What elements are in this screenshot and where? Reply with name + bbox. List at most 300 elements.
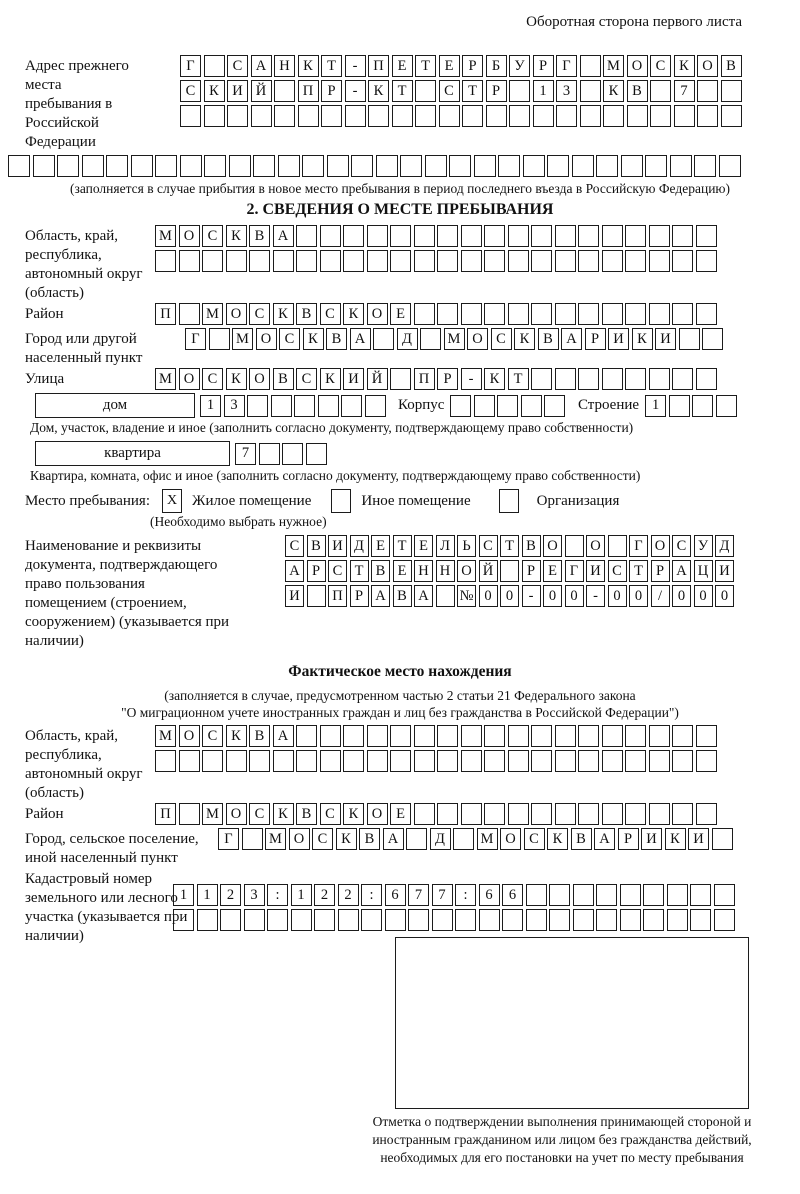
- char-cell: Е: [393, 560, 412, 582]
- char-cell: [531, 725, 552, 747]
- char-cell: [361, 909, 382, 931]
- char-cell: [368, 105, 389, 127]
- char-cell: [565, 535, 584, 557]
- district-label: Район: [25, 306, 64, 322]
- char-cell: С: [296, 368, 317, 390]
- char-cell: С: [249, 803, 270, 825]
- char-cell: [414, 250, 435, 272]
- char-cell: С: [608, 560, 627, 582]
- char-cell: М: [603, 55, 624, 77]
- char-cell: [274, 105, 295, 127]
- char-cell: Д: [397, 328, 418, 350]
- section2-title: 2. СВЕДЕНИЯ О МЕСТЕ ПРЕБЫВАНИЯ: [246, 201, 554, 218]
- char-cell: К: [603, 80, 624, 102]
- char-cell: В: [249, 725, 270, 747]
- char-cell: А: [672, 560, 691, 582]
- char-cell: [625, 250, 646, 272]
- char-cell: Р: [486, 80, 507, 102]
- char-cell: 1: [533, 80, 554, 102]
- char-cell: 0: [500, 585, 519, 607]
- char-cell: [437, 250, 458, 272]
- char-cell: 1: [200, 395, 221, 417]
- page-header-note: Оборотная сторона первого листа: [526, 14, 742, 30]
- char-cell: [390, 750, 411, 772]
- char-cell: [667, 909, 688, 931]
- char-cell: [672, 725, 693, 747]
- char-cell: [484, 225, 505, 247]
- document-label: Наименование и реквизиты документа, подтверждающего право пользования помещением (строением, сооружением) (указывается при наличии): [25, 538, 230, 649]
- char-cell: [531, 803, 552, 825]
- char-cell: Р: [533, 55, 554, 77]
- actual-location-note-2: "О миграционном учете иностранных граждан и лиц без гражданства в Российской Федерации"): [121, 705, 679, 720]
- char-cell: [596, 155, 618, 177]
- char-cell: С: [650, 55, 671, 77]
- char-cell: [249, 250, 270, 272]
- actual-region-rows: [155, 725, 719, 775]
- document-row-1: [285, 535, 737, 557]
- char-cell: 1: [291, 884, 312, 906]
- char-cell: В: [721, 55, 742, 77]
- char-cell: С: [479, 535, 498, 557]
- char-cell: В: [571, 828, 592, 850]
- char-cell: [498, 155, 520, 177]
- char-cell: [544, 395, 565, 417]
- char-cell: [437, 303, 458, 325]
- char-cell: [197, 909, 218, 931]
- char-cell: [621, 155, 643, 177]
- char-cell: 7: [235, 443, 256, 465]
- char-cell: [365, 395, 386, 417]
- char-cell: [696, 803, 717, 825]
- residential-checkbox: X: [162, 489, 182, 513]
- char-cell: [131, 155, 153, 177]
- char-cell: [549, 884, 570, 906]
- char-cell: К: [320, 368, 341, 390]
- char-cell: С: [524, 828, 545, 850]
- char-cell: В: [522, 535, 541, 557]
- char-cell: А: [383, 828, 404, 850]
- char-cell: П: [368, 55, 389, 77]
- char-cell: [650, 80, 671, 102]
- char-cell: [461, 303, 482, 325]
- char-cell: [251, 105, 272, 127]
- char-cell: С: [328, 560, 347, 582]
- char-cell: П: [155, 803, 176, 825]
- char-cell: [180, 105, 201, 127]
- char-cell: [242, 828, 263, 850]
- char-cell: [679, 328, 700, 350]
- char-cell: [620, 884, 641, 906]
- char-cell: [714, 909, 735, 931]
- char-cell: К: [273, 803, 294, 825]
- prev-address-row-3: [180, 105, 744, 127]
- char-cell: П: [298, 80, 319, 102]
- actual-region-row-2: [155, 750, 719, 772]
- char-cell: К: [514, 328, 535, 350]
- char-cell: [294, 395, 315, 417]
- prev-address-block: [0, 55, 800, 152]
- char-cell: [414, 750, 435, 772]
- char-cell: [602, 750, 623, 772]
- region-rows: [155, 225, 719, 275]
- char-cell: [690, 884, 711, 906]
- char-cell: [508, 725, 529, 747]
- char-cell: [321, 105, 342, 127]
- document-row-3: [285, 585, 737, 607]
- char-cell: [327, 155, 349, 177]
- char-cell: [209, 328, 230, 350]
- stroenie-label: Строение: [577, 397, 640, 413]
- char-cell: К: [204, 80, 225, 102]
- char-cell: 1: [173, 884, 194, 906]
- apartment-note: Квартира, комната, офис и иное (заполнить согласно документу, подтверждающему право собственности): [30, 468, 641, 483]
- char-cell: С: [279, 328, 300, 350]
- char-cell: 0: [672, 585, 691, 607]
- korpus-label: Корпус: [398, 397, 445, 413]
- char-cell: [486, 105, 507, 127]
- char-cell: Н: [436, 560, 455, 582]
- char-cell: [259, 443, 280, 465]
- korpus-cells: [450, 395, 568, 417]
- char-cell: [714, 884, 735, 906]
- char-cell: Т: [462, 80, 483, 102]
- char-cell: О: [697, 55, 718, 77]
- char-cell: 3: [556, 80, 577, 102]
- char-cell: [439, 105, 460, 127]
- char-cell: [474, 155, 496, 177]
- char-cell: В: [359, 828, 380, 850]
- char-cell: И: [328, 535, 347, 557]
- char-cell: [341, 395, 362, 417]
- char-cell: 6: [502, 884, 523, 906]
- char-cell: Р: [350, 585, 369, 607]
- char-cell: С: [439, 80, 460, 102]
- char-cell: [627, 105, 648, 127]
- char-cell: А: [273, 725, 294, 747]
- char-cell: О: [179, 368, 200, 390]
- char-cell: О: [586, 535, 605, 557]
- char-cell: А: [561, 328, 582, 350]
- char-cell: В: [307, 535, 326, 557]
- char-cell: [267, 909, 288, 931]
- char-cell: О: [367, 803, 388, 825]
- char-cell: [649, 225, 670, 247]
- char-cell: Г: [180, 55, 201, 77]
- char-cell: [180, 155, 202, 177]
- char-cell: М: [444, 328, 465, 350]
- char-cell: :: [455, 884, 476, 906]
- char-cell: 1: [645, 395, 666, 417]
- char-cell: К: [665, 828, 686, 850]
- char-cell: 0: [608, 585, 627, 607]
- char-cell: К: [484, 368, 505, 390]
- char-cell: И: [285, 585, 304, 607]
- char-cell: [390, 250, 411, 272]
- char-cell: [408, 909, 429, 931]
- char-cell: 0: [543, 585, 562, 607]
- char-cell: [555, 803, 576, 825]
- char-cell: С: [202, 225, 223, 247]
- char-cell: [602, 225, 623, 247]
- char-cell: [555, 725, 576, 747]
- char-cell: [596, 909, 617, 931]
- char-cell: :: [267, 884, 288, 906]
- char-cell: [320, 250, 341, 272]
- char-cell: О: [179, 725, 200, 747]
- prev-address-label: Адрес прежнего места пребывания в Российской Федерации: [25, 58, 129, 150]
- char-cell: [625, 303, 646, 325]
- char-cell: [484, 803, 505, 825]
- char-cell: И: [715, 560, 734, 582]
- char-cell: [555, 225, 576, 247]
- char-cell: [719, 155, 741, 177]
- char-cell: -: [586, 585, 605, 607]
- char-cell: С: [202, 725, 223, 747]
- char-cell: [716, 395, 737, 417]
- char-cell: [273, 750, 294, 772]
- char-cell: [531, 225, 552, 247]
- char-cell: [253, 155, 275, 177]
- char-cell: Т: [415, 55, 436, 77]
- actual-location-title: Фактическое место нахождения: [288, 663, 512, 680]
- char-cell: М: [155, 725, 176, 747]
- char-cell: [367, 225, 388, 247]
- actual-district-label: Район: [25, 806, 64, 822]
- char-cell: О: [500, 828, 521, 850]
- char-cell: [343, 725, 364, 747]
- char-cell: К: [368, 80, 389, 102]
- char-cell: Г: [565, 560, 584, 582]
- apartment-block: [35, 441, 800, 466]
- char-cell: М: [202, 803, 223, 825]
- char-cell: Е: [371, 535, 390, 557]
- char-cell: К: [343, 803, 364, 825]
- char-cell: [578, 225, 599, 247]
- char-cell: [672, 250, 693, 272]
- char-cell: [420, 328, 441, 350]
- char-cell: Е: [439, 55, 460, 77]
- char-cell: [578, 368, 599, 390]
- char-cell: [461, 750, 482, 772]
- cadastral-row-1: [173, 884, 800, 906]
- char-cell: В: [296, 803, 317, 825]
- char-cell: И: [608, 328, 629, 350]
- char-cell: О: [256, 328, 277, 350]
- char-cell: [249, 750, 270, 772]
- char-cell: [436, 585, 455, 607]
- char-cell: [649, 750, 670, 772]
- char-cell: [432, 909, 453, 931]
- prev-address-row-1: [180, 55, 744, 77]
- stay-type-note: (Необходимо выбрать нужное): [150, 514, 327, 529]
- char-cell: [296, 225, 317, 247]
- residential-option-label: Жилое помещение: [192, 492, 312, 509]
- char-cell: О: [249, 368, 270, 390]
- char-cell: [437, 225, 458, 247]
- char-cell: К: [226, 368, 247, 390]
- char-cell: 0: [629, 585, 648, 607]
- char-cell: М: [265, 828, 286, 850]
- char-cell: [721, 105, 742, 127]
- char-cell: [702, 328, 723, 350]
- char-cell: С: [312, 828, 333, 850]
- char-cell: [573, 909, 594, 931]
- actual-region-block: [0, 725, 800, 803]
- char-cell: П: [155, 303, 176, 325]
- char-cell: К: [632, 328, 653, 350]
- char-cell: [202, 250, 223, 272]
- char-cell: Н: [414, 560, 433, 582]
- house-note: Дом, участок, владение и иное (заполнить согласно документу, подтверждающему право собственности): [30, 420, 634, 435]
- street-label: Улица: [25, 371, 65, 387]
- char-cell: С: [320, 303, 341, 325]
- char-cell: [580, 55, 601, 77]
- char-cell: К: [298, 55, 319, 77]
- region-block: [0, 225, 800, 303]
- char-cell: Р: [585, 328, 606, 350]
- char-cell: К: [343, 303, 364, 325]
- char-cell: [179, 250, 200, 272]
- char-cell: П: [328, 585, 347, 607]
- char-cell: [320, 725, 341, 747]
- char-cell: -: [461, 368, 482, 390]
- char-cell: [509, 80, 530, 102]
- char-cell: Г: [218, 828, 239, 850]
- char-cell: [643, 884, 664, 906]
- char-cell: [314, 909, 335, 931]
- char-cell: [500, 560, 519, 582]
- char-cell: [533, 105, 554, 127]
- char-cell: К: [674, 55, 695, 77]
- char-cell: [696, 750, 717, 772]
- cadastral-row-2: [173, 909, 800, 931]
- char-cell: В: [393, 585, 412, 607]
- char-cell: [106, 155, 128, 177]
- char-cell: 1: [197, 884, 218, 906]
- document-block: [0, 535, 800, 651]
- actual-city-block: [0, 828, 800, 868]
- char-cell: 6: [385, 884, 406, 906]
- cadastral-block: [0, 870, 800, 944]
- char-cell: [437, 750, 458, 772]
- char-cell: У: [509, 55, 530, 77]
- char-cell: Д: [430, 828, 451, 850]
- char-cell: [320, 750, 341, 772]
- char-cell: [484, 250, 505, 272]
- char-cell: [479, 909, 500, 931]
- region-label: Область, край, республика, автономный округ (область): [25, 228, 143, 301]
- char-cell: [484, 303, 505, 325]
- organization-option-label: Организация: [536, 492, 620, 509]
- char-cell: [672, 750, 693, 772]
- char-cell: [307, 585, 326, 607]
- char-cell: [692, 395, 713, 417]
- char-cell: [278, 155, 300, 177]
- char-cell: [602, 303, 623, 325]
- stamp-caption: Отметка о подтверждении выполнения принимающей стороной и иностранным гражданином или лицом без гражданства действий, необходимых для его постановки на учет по месту пребывания: [372, 1114, 752, 1165]
- char-cell: Б: [486, 55, 507, 77]
- char-cell: [672, 225, 693, 247]
- char-cell: [674, 105, 695, 127]
- char-cell: [414, 803, 435, 825]
- char-cell: И: [227, 80, 248, 102]
- char-cell: [526, 909, 547, 931]
- char-cell: [320, 225, 341, 247]
- char-cell: [155, 750, 176, 772]
- char-cell: Е: [414, 535, 433, 557]
- char-cell: С: [285, 535, 304, 557]
- char-cell: [461, 803, 482, 825]
- char-cell: [296, 250, 317, 272]
- char-cell: И: [688, 828, 709, 850]
- char-cell: [282, 443, 303, 465]
- char-cell: М: [477, 828, 498, 850]
- char-cell: К: [226, 225, 247, 247]
- char-cell: О: [226, 803, 247, 825]
- char-cell: К: [226, 725, 247, 747]
- char-cell: [367, 750, 388, 772]
- region-row-1: [155, 225, 719, 247]
- char-cell: [179, 750, 200, 772]
- char-cell: [555, 750, 576, 772]
- actual-city-row: [218, 828, 735, 850]
- char-cell: [271, 395, 292, 417]
- char-cell: [509, 105, 530, 127]
- char-cell: [602, 368, 623, 390]
- apartment-box-label: квартира: [35, 441, 230, 466]
- char-cell: [338, 909, 359, 931]
- char-cell: [696, 303, 717, 325]
- char-cell: [645, 155, 667, 177]
- char-cell: [497, 395, 518, 417]
- char-cell: [625, 225, 646, 247]
- char-cell: [690, 909, 711, 931]
- char-cell: [484, 725, 505, 747]
- char-cell: К: [547, 828, 568, 850]
- char-cell: О: [543, 535, 562, 557]
- char-cell: Г: [556, 55, 577, 77]
- char-cell: А: [285, 560, 304, 582]
- organization-checkbox: [499, 489, 519, 513]
- char-cell: Г: [629, 535, 648, 557]
- char-cell: П: [414, 368, 435, 390]
- char-cell: О: [367, 303, 388, 325]
- prev-address-rows: [180, 55, 744, 130]
- char-cell: [455, 909, 476, 931]
- document-rows: [285, 535, 737, 610]
- char-cell: [649, 303, 670, 325]
- char-cell: И: [586, 560, 605, 582]
- char-cell: [531, 368, 552, 390]
- char-cell: [643, 909, 664, 931]
- char-cell: [603, 105, 624, 127]
- char-cell: Й: [367, 368, 388, 390]
- char-cell: Т: [629, 560, 648, 582]
- char-cell: В: [538, 328, 559, 350]
- stroenie-cells: [645, 395, 739, 417]
- char-cell: 6: [479, 884, 500, 906]
- char-cell: 0: [694, 585, 713, 607]
- char-cell: [573, 884, 594, 906]
- char-cell: [437, 725, 458, 747]
- char-cell: [602, 803, 623, 825]
- char-cell: Т: [393, 535, 412, 557]
- char-cell: [345, 105, 366, 127]
- char-cell: М: [155, 368, 176, 390]
- char-cell: [526, 884, 547, 906]
- char-cell: -: [345, 80, 366, 102]
- char-cell: В: [296, 303, 317, 325]
